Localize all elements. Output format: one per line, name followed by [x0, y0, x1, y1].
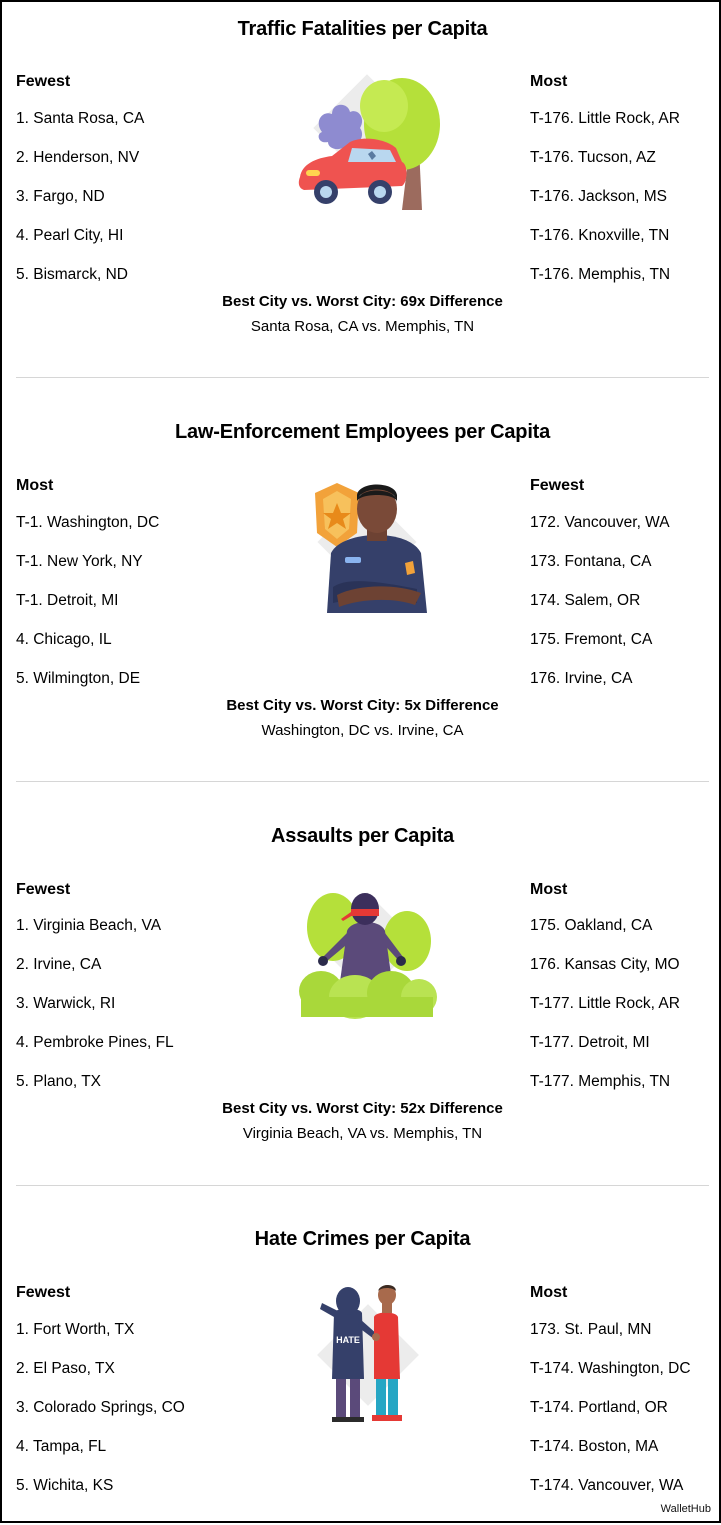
right-column-heading: Most: [530, 1284, 568, 1301]
section-law-enforcement: [2, 405, 721, 781]
list-item: 5. Plano, TX: [16, 1073, 102, 1090]
list-item: T-1. Detroit, MI: [16, 592, 119, 609]
list-item: T-174. Washington, DC: [530, 1360, 691, 1377]
car-crash-icon: [292, 72, 442, 217]
left-column-heading: Most: [16, 477, 54, 494]
police-officer-icon: [297, 477, 437, 617]
list-item: 176. Kansas City, MO: [530, 956, 680, 973]
difference-title: Best City vs. Worst City: 52x Difference: [222, 1100, 503, 1117]
list-item: 1. Santa Rosa, CA: [16, 110, 145, 127]
list-item: T-177. Memphis, TN: [530, 1073, 671, 1090]
right-column-heading: Fewest: [530, 477, 585, 494]
list-item: 1. Virginia Beach, VA: [16, 917, 162, 934]
list-item: T-174. Portland, OR: [530, 1399, 668, 1416]
list-item: 4. Pearl City, HI: [16, 227, 124, 244]
list-item: T-177. Little Rock, AR: [530, 995, 680, 1012]
section-divider: [16, 1185, 709, 1186]
list-item: 2. El Paso, TX: [16, 1360, 115, 1377]
list-item: 5. Bismarck, ND: [16, 266, 128, 283]
list-item: T-174. Boston, MA: [530, 1438, 659, 1455]
section-divider: [16, 781, 709, 782]
list-item: T-176. Little Rock, AR: [530, 110, 680, 127]
list-item: 172. Vancouver, WA: [530, 514, 670, 531]
list-item: 1. Fort Worth, TX: [16, 1321, 135, 1338]
left-column-heading: Fewest: [16, 1284, 71, 1301]
list-item: 4. Tampa, FL: [16, 1438, 107, 1455]
difference-subtitle: Virginia Beach, VA vs. Memphis, TN: [242, 1125, 483, 1142]
list-item: 4. Chicago, IL: [16, 631, 112, 648]
list-item: 173. Fontana, CA: [530, 553, 652, 570]
list-item: T-176. Knoxville, TN: [530, 227, 670, 244]
list-item: 3. Colorado Springs, CO: [16, 1399, 185, 1416]
list-item: T-1. New York, NY: [16, 553, 143, 570]
list-item: T-1. Washington, DC: [16, 514, 160, 531]
section-hate-crimes: [2, 1213, 721, 1525]
difference-subtitle: Washington, DC vs. Irvine, CA: [261, 722, 464, 739]
hate-crime-icon: [298, 1283, 438, 1425]
assailant-in-bushes-icon: [295, 879, 440, 1019]
list-item: 175. Fremont, CA: [530, 631, 653, 648]
list-item: 175. Oakland, CA: [530, 917, 653, 934]
hate-shirt-label: HATE: [336, 1335, 360, 1345]
section-assaults: [2, 809, 721, 1185]
list-item: 4. Pembroke Pines, FL: [16, 1034, 174, 1051]
list-item: 5. Wilmington, DE: [16, 670, 141, 687]
section-divider: [16, 377, 709, 378]
list-item: 173. St. Paul, MN: [530, 1321, 652, 1338]
list-item: 176. Irvine, CA: [530, 670, 633, 687]
list-item: 174. Salem, OR: [530, 592, 641, 609]
section-title: Assaults per Capita: [271, 825, 454, 847]
list-item: 2. Henderson, NV: [16, 149, 140, 166]
difference-title: Best City vs. Worst City: 69x Difference: [222, 293, 503, 310]
list-item: T-176. Tucson, AZ: [530, 149, 656, 166]
list-item: 3. Warwick, RI: [16, 995, 116, 1012]
section-title: Law-Enforcement Employees per Capita: [174, 421, 551, 443]
wallethub-logo: WalletHub: [660, 1503, 711, 1515]
left-column-heading: Fewest: [16, 881, 71, 898]
list-item: 3. Fargo, ND: [16, 188, 105, 205]
list-item: T-174. Vancouver, WA: [530, 1477, 684, 1494]
list-item: 2. Irvine, CA: [16, 956, 102, 973]
list-item: T-176. Jackson, MS: [530, 188, 667, 205]
list-item: T-176. Memphis, TN: [530, 266, 671, 283]
section-traffic-fatalities: [2, 2, 721, 378]
right-column-heading: Most: [530, 73, 568, 90]
difference-subtitle: Santa Rosa, CA vs. Memphis, TN: [250, 318, 475, 335]
right-column-heading: Most: [530, 881, 568, 898]
left-column-heading: Fewest: [16, 73, 71, 90]
list-item: T-177. Detroit, MI: [530, 1034, 650, 1051]
section-title: Hate Crimes per Capita: [254, 1228, 471, 1250]
section-title: Traffic Fatalities per Capita: [237, 18, 488, 40]
difference-title: Best City vs. Worst City: 5x Difference: [226, 697, 499, 714]
list-item: 5. Wichita, KS: [16, 1477, 114, 1494]
